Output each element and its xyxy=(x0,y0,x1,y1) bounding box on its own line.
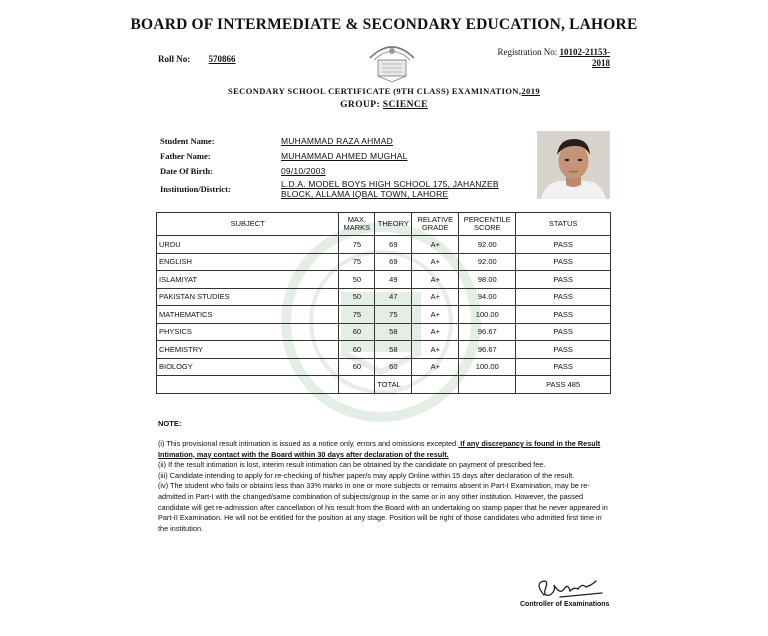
cell-status: PASS xyxy=(516,236,611,254)
note-heading: NOTE: xyxy=(158,419,182,428)
cell-subject: BIOLOGY xyxy=(157,358,339,376)
header-max-line1: MAX. xyxy=(347,215,367,224)
cell-score: 92.00 xyxy=(459,253,516,271)
cell-theory: 47 xyxy=(375,288,412,306)
cell-status: PASS xyxy=(516,341,611,359)
table-row xyxy=(157,236,611,254)
header-status: STATUS xyxy=(516,213,611,236)
cell-subject: PAKISTAN STUDIES xyxy=(157,288,339,306)
cell-grade: A+ xyxy=(412,323,459,341)
exam-name: SECONDARY SCHOOL CERTIFICATE (9TH CLASS) EXAMINATION, xyxy=(227,86,522,96)
cell-score: 100.00 xyxy=(459,306,516,324)
cell-status: PASS xyxy=(516,253,611,271)
table-total-row xyxy=(157,376,611,394)
header-grade xyxy=(412,213,459,236)
table-row xyxy=(157,253,611,271)
group xyxy=(0,100,768,110)
student-name-label: Student Name: xyxy=(160,136,215,146)
notes-section xyxy=(158,439,610,534)
header-max-line2: MARKS xyxy=(343,223,371,232)
exam-year: 2019 xyxy=(521,86,541,96)
cell-grade: A+ xyxy=(412,271,459,289)
table-header-row xyxy=(157,213,611,236)
registration-number xyxy=(478,47,610,69)
cell-max: 60 xyxy=(339,341,375,359)
cell-theory: 69 xyxy=(375,236,412,254)
cell-grade: A+ xyxy=(412,236,459,254)
registration-value-line1: 10102-21153- xyxy=(559,47,610,57)
header-pct-line2: SCORE xyxy=(473,223,501,232)
cell-status: PASS xyxy=(516,271,611,289)
dob-value: 09/10/2003 xyxy=(281,166,326,176)
header-pct-line1: PERCENTILE xyxy=(463,215,511,224)
cell-max: 75 xyxy=(339,253,375,271)
table-row xyxy=(157,288,611,306)
cell-score: 100.00 xyxy=(459,358,516,376)
cell-empty xyxy=(412,376,459,394)
cell-score: 96.67 xyxy=(459,323,516,341)
header-theory: THEORY xyxy=(375,213,412,236)
cell-grade: A+ xyxy=(412,341,459,359)
table-row xyxy=(157,358,611,376)
controller-label: Controller of Examinations xyxy=(520,601,610,608)
table-row xyxy=(157,341,611,359)
student-photo-icon xyxy=(537,131,610,199)
cell-subject: ENGLISH xyxy=(157,253,339,271)
cell-max: 60 xyxy=(339,323,375,341)
roll-number xyxy=(158,54,236,64)
cell-theory: 60 xyxy=(375,358,412,376)
cell-subject: PHYSICS xyxy=(157,323,339,341)
note-1-emphasis: If any discrepancy is found in the Result Intimation, may contact with the Board within 30 days after declaration of the result. xyxy=(158,439,601,459)
header-grade-line1: RELATIVE xyxy=(417,215,454,224)
cell-status: PASS xyxy=(516,288,611,306)
registration-label: Registration No: xyxy=(497,47,558,57)
cell-grade: A+ xyxy=(412,306,459,324)
registration-value-line2: 2018 xyxy=(592,58,610,68)
table-row xyxy=(157,306,611,324)
exam-title xyxy=(0,86,768,96)
cell-score: 92.00 xyxy=(459,236,516,254)
cell-empty xyxy=(459,376,516,394)
cell-theory: 49 xyxy=(375,271,412,289)
header-subject: SUBJECT xyxy=(157,213,339,236)
cell-grade: A+ xyxy=(412,253,459,271)
header-grade-line2: GRADE xyxy=(421,223,449,232)
cell-empty xyxy=(157,376,339,394)
cell-grade: A+ xyxy=(412,358,459,376)
note-3: (iii) Candidate intending to apply for re-checking of his/her paper/s may apply Online within 15 days after declaration of the result. xyxy=(158,470,575,480)
dob-label: Date Of Birth: xyxy=(160,166,213,176)
header-percentile xyxy=(459,213,516,236)
results-table xyxy=(156,212,611,394)
board-logo-icon xyxy=(366,40,418,84)
cell-max: 75 xyxy=(339,306,375,324)
institution-value xyxy=(281,179,499,199)
signature-icon xyxy=(530,573,610,603)
student-name-value: MUHAMMAD RAZA AHMAD xyxy=(281,136,393,146)
cell-empty xyxy=(339,376,375,394)
cell-score: 96.67 xyxy=(459,341,516,359)
cell-subject: CHEMISTRY xyxy=(157,341,339,359)
cell-subject: URDU xyxy=(157,236,339,254)
father-name-label: Father Name: xyxy=(160,151,211,161)
total-status: PASS 485 xyxy=(516,376,611,394)
group-value: SCIENCE xyxy=(382,100,428,110)
cell-theory: 58 xyxy=(375,341,412,359)
cell-status: PASS xyxy=(516,306,611,324)
cell-max: 50 xyxy=(339,288,375,306)
cell-subject: ISLAMIYAT xyxy=(157,271,339,289)
institution-line2: BLOCK, ALLAMA IQBAL TOWN, LAHORE xyxy=(281,189,449,199)
cell-max: 75 xyxy=(339,236,375,254)
cell-theory: 58 xyxy=(375,323,412,341)
cell-score: 98.00 xyxy=(459,271,516,289)
table-row xyxy=(157,323,611,341)
cell-max: 50 xyxy=(339,271,375,289)
group-label: GROUP: xyxy=(340,100,381,110)
note-1-text: (i) This provisional result intimation is issued as a notice only, errors and omissions excepted. xyxy=(158,439,459,448)
roll-label: Roll No: xyxy=(158,54,191,64)
institution-label: Institution/District: xyxy=(160,184,231,194)
roll-value: 570866 xyxy=(208,54,236,64)
note-1 xyxy=(158,439,610,460)
header-max-marks xyxy=(339,213,375,236)
cell-theory: 75 xyxy=(375,306,412,324)
cell-status: PASS xyxy=(516,358,611,376)
cell-grade: A+ xyxy=(412,288,459,306)
total-label: TOTAL xyxy=(375,376,412,394)
cell-subject: MATHEMATICS xyxy=(157,306,339,324)
father-name-value: MUHAMMAD AHMED MUGHAL xyxy=(281,151,408,161)
table-row xyxy=(157,271,611,289)
note-2: (ii) If the result intimation is lost, interim result intimation can be obtained by the candidate on payment of prescribed fee. xyxy=(158,460,546,470)
board-title: BOARD OF INTERMEDIATE & SECONDARY EDUCATION, LAHORE xyxy=(130,16,638,33)
note-4: (iv) The student who fails or obtains less than 33% marks in one or more subjects or remains absent in Part-I Examination, may be re-admitted in Part-I with the changed/same combination of subjects/group in the same or in any other institution. However, the passed candidate will get re-admission after cancellation of his result from the Board with an undertaking on stamp paper that he never appeared in Part-II Examination. He will not be entitled for the position at any stage. Position will be right of those candidates who admitted first time in the institution. xyxy=(158,481,608,533)
cell-status: PASS xyxy=(516,323,611,341)
cell-score: 94.00 xyxy=(459,288,516,306)
student-photo xyxy=(537,131,610,199)
cell-theory: 69 xyxy=(375,253,412,271)
institution-line1: L.D.A. MODEL BOYS HIGH SCHOOL 175, JAHANZEB xyxy=(281,179,499,189)
cell-max: 60 xyxy=(339,358,375,376)
